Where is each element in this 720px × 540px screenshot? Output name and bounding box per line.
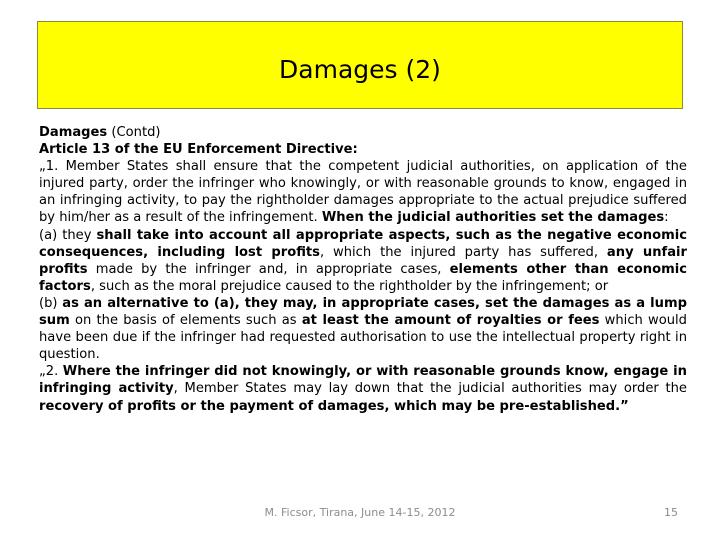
pa-text-3: made by the infringer and, in appropriate cases, — [87, 261, 450, 277]
paragraph-1 — [39, 158, 687, 226]
article-heading: Article 13 of the EU Enforcement Directive: — [39, 142, 358, 158]
p2-bold-1: Where the infringer did not knowingly, or with reasonable grounds know, engage in infringing activity — [39, 364, 687, 397]
pa-text-4: , such as the moral prejudice caused to the rightholder by the infringement; or — [90, 278, 609, 294]
paragraph-a — [39, 227, 687, 295]
subheading-normal: (Contd) — [107, 125, 161, 140]
pa-bold-1: shall take into account all appropriate aspects, such as the negative economic consequences, including lost profits — [39, 227, 688, 260]
pb-text-1: (b) — [39, 295, 63, 311]
p2-text-1: „2. — [39, 364, 63, 380]
p1-text: „1. Member States shall ensure that the competent judicial authorities, on application of the injured party, order the infringer who knowingly, or with reasonable grounds to know, engaged in an infringing activity, to pay the rightholder damages appropriate to the actual prejudice suffered by him/her as a result of the infringement. — [39, 159, 687, 226]
p2-bold-2: recovery of profits or the payment of damages, which may be pre-established.” — [39, 398, 629, 414]
pa-bold-3: elements other than economic factors — [39, 261, 687, 294]
pb-bold-2: at least the amount of royalties or fees — [301, 313, 600, 329]
pb-bold-1: as an alternative to (a), they may, in appropriate cases, set the damages as a lump sum — [39, 295, 687, 329]
pb-text-2: on the basis of elements such as — [69, 313, 302, 329]
slide-title: Damages (2) — [279, 54, 441, 84]
p2-text-2: , Member States may lay down that the judicial authorities may order the — [173, 381, 687, 397]
subheading-damages — [39, 124, 687, 141]
footer-text: M. Ficsor, Tirana, June 14-15, 2012 — [264, 506, 456, 519]
subheading-bold: Damages — [39, 125, 108, 140]
title-banner — [37, 21, 683, 109]
pa-text-1: (a) they — [39, 227, 97, 243]
pb-text-3: which would have been due if the infringer had requested authorisation to use the intellectual property right in question. — [39, 313, 687, 363]
paragraph-b — [39, 295, 687, 363]
p1-end: : — [664, 210, 669, 226]
p1-bold: When the judicial authorities set the damages — [321, 210, 665, 226]
pa-bold-2: any unfair profits — [39, 244, 688, 277]
pa-text-2: , which the injured party has suffered, — [319, 244, 607, 260]
page-number: 15 — [664, 506, 678, 519]
slide-body — [39, 124, 687, 415]
paragraph-2 — [39, 363, 687, 414]
